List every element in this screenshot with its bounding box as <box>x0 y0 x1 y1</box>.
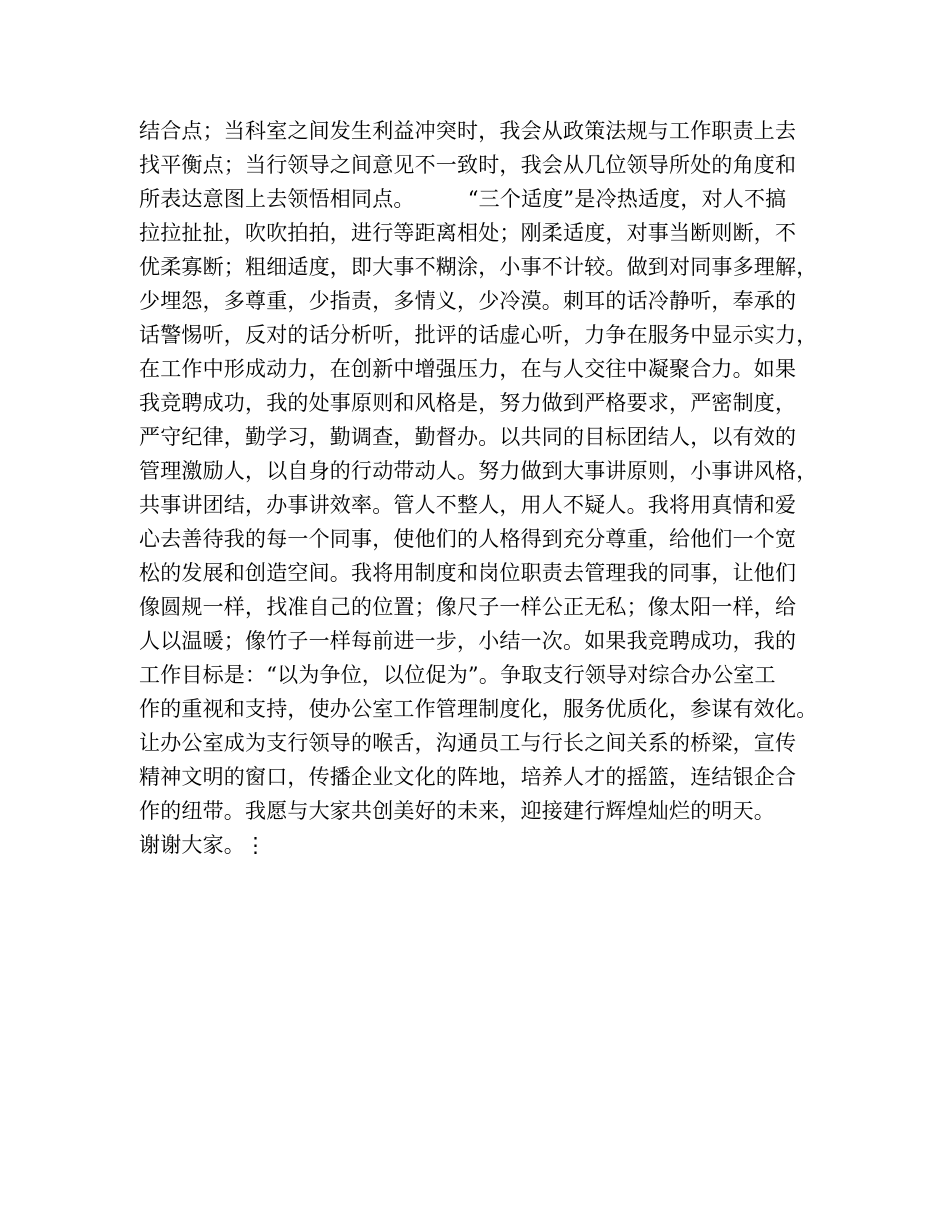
text-line: 谢谢大家。⋮ <box>139 833 267 857</box>
text-line: 所表达意图上去领悟相同点。 “三个适度”是冷热适度，对人不搞 <box>139 187 787 211</box>
text-line: 共事讲团结，办事讲效率。管人不整人，用人不疑人。我将用真情和爱 <box>139 493 797 517</box>
text-line: 精神文明的窗口，传播企业文化的阵地，培养人才的摇篮，连结银企合 <box>139 765 797 789</box>
text-line: 话警惕听，反对的话分析听，批评的话虚心听，力争在服务中显示实力， <box>139 323 818 347</box>
text-line: 松的发展和创造空间。我将用制度和岗位职责去管理我的同事，让他们 <box>139 561 797 585</box>
text-line: 管理激励人，以自身的行动带动人。努力做到大事讲原则，小事讲风格， <box>139 459 818 483</box>
text-line: 人以温暖；像竹子一样每前进一步，小结一次。如果我竞聘成功，我的 <box>139 629 797 653</box>
text-line: 作的重视和支持，使办公室工作管理制度化，服务优质化，参谋有效化。 <box>139 697 818 721</box>
body-text <box>139 114 829 862</box>
text-line: 心去善待我的每一个同事，使他们的人格得到充分尊重，给他们一个宽 <box>139 527 797 551</box>
text-line: 作的纽带。我愿与大家共创美好的未来，迎接建行辉煌灿烂的明天。 <box>139 799 775 823</box>
text-line: 严守纪律，勤学习，勤调查，勤督办。以共同的目标团结人，以有效的 <box>139 425 797 449</box>
text-line: 工作目标是：“以为争位，以位促为”。争取支行领导对综合办公室工 <box>139 663 776 687</box>
text-line: 结合点；当科室之间发生利益冲突时，我会从政策法规与工作职责上去 <box>139 119 797 143</box>
text-line: 我竞聘成功，我的处事原则和风格是，努力做到严格要求，严密制度， <box>139 391 797 415</box>
text-line: 拉拉扯扯，吹吹拍拍，进行等距离相处；刚柔适度，对事当断则断，不 <box>139 221 797 245</box>
text-line: 找平衡点；当行领导之间意见不一致时，我会从几位领导所处的角度和 <box>139 153 797 177</box>
text-line: 在工作中形成动力，在创新中增强压力，在与人交往中凝聚合力。如果 <box>139 357 797 381</box>
text-line: 少埋怨，多尊重，少指责，多情义，少冷漠。刺耳的话冷静听，奉承的 <box>139 289 797 313</box>
text-line: 像圆规一样，找准自己的位置；像尺子一样公正无私；像太阳一样，给 <box>139 595 797 619</box>
text-line: 让办公室成为支行领导的喉舌，沟通员工与行长之间关系的桥梁，宣传 <box>139 731 797 755</box>
text-line: 优柔寡断；粗细适度，即大事不糊涂，小事不计较。做到对同事多理解， <box>139 255 818 279</box>
